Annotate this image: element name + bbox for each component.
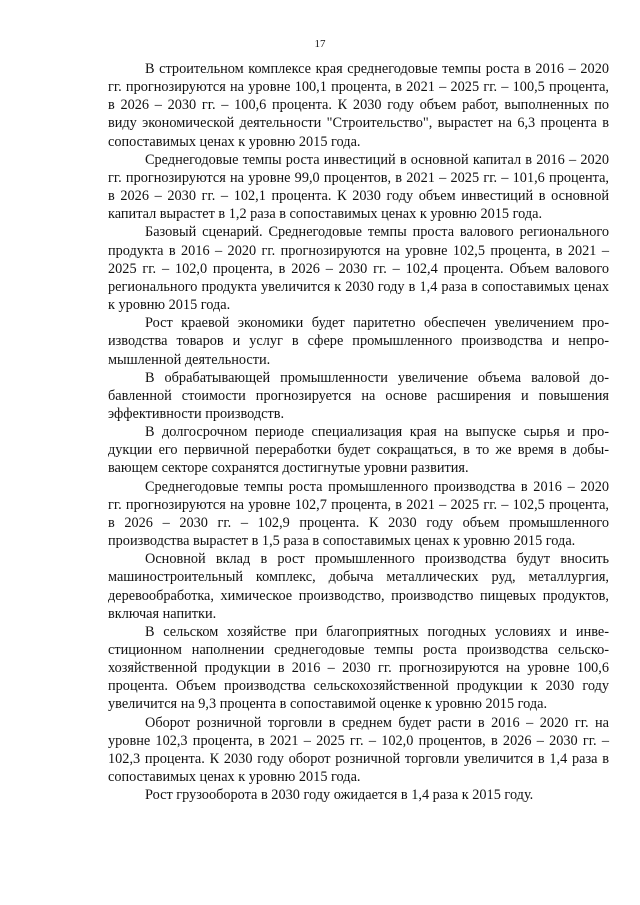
page-number: 17: [314, 38, 326, 50]
paragraph-agriculture: В сельском хозяйстве при благоприятных погодных условиях и инвестиционном наполнении среднегодовые темпы роста производства сельскохозяйственной продукции в 2016 – 2030 гг. прогнозируются на уровне 100,6 процента. Объем производства сельскохозяйственной продукции к 2030 году увеличится на 9,3 процента в сопоставимой оценке к уровню 2015 года.: [108, 623, 609, 713]
paragraph-freight-turnover: Рост грузооборота в 2030 году ожидается в 1,4 раза к 2015 году.: [145, 787, 534, 804]
paragraph-construction: В строительном комплексе края среднегодовые темпы роста в 2016 – 2020 гг. прогнозируются на уровне 100,1 процента, в 2021 – 2025 гг. – 100,5 процента, в 2026 – 2030 гг. – 100,6 процента. К 2030 году объем работ, выполненных по виду экономической деятельности "Строительство", вырастет на 6,3 процента в сопоставимых ценах к уровню 2015 года.: [108, 61, 609, 150]
body-text: [108, 60, 609, 804]
paragraph-retail-trade: Оборот розничной торговли в среднем будет расти в 2016 – 2020 гг. на уровне 102,3 процента, в 2021 – 2025 гг. – 102,0 процентов, в 2026 – 2030 гг. – 102,3 процента. К 2030 году оборот розничной торговли увеличится в 1,4 раза в сопоставимых ценах к уровню 2015 года.: [108, 714, 609, 786]
paragraph-economic-growth: Рост краевой экономики будет паритетно обеспечен увеличением производства товаров и услуг в сфере промышленного производства и непромышленной деятельности.: [108, 315, 609, 368]
paragraph-base-scenario: Базовый сценарий. Среднегодовые темпы проста валового регионального продукта в 2016 – 2020 гг. прогнозируются на уровне 102,5 процента, в 2021 – 2025 гг. – 102,0 процента, в 2026 – 2030 гг. – 102,4 процента. Объем валового регионального продукта увеличится к 2030 году в 1,4 раза в сопоставимых ценах к уровню 2015 года.: [108, 224, 609, 314]
paragraph-investment: Среднегодовые темпы роста инвестиций в основной капитал в 2016 – 2020 гг. прогнозируются на уровне 99,0 процентов, в 2021 – 2025 гг. – 101,6 процента, в 2026 – 2030 гг. – 102,1 процента. К 2030 году объем инвестиций в основной капитал вырастет в 1,2 раза в сопоставимых ценах к уровню 2015 года.: [108, 151, 609, 223]
paragraph-industrial-growth: Среднегодовые темпы роста промышленного производства в 2016 – 2020 гг. прогнозируются на уровне 102,7 процента, в 2021 – 2025 гг. – 102,5 процента, в 2026 – 2030 гг. – 102,9 процента. К 2030 году объем промышленного производства вырастет в 1,5 раза в сопоставимых ценах к уровню 2015 года.: [108, 478, 609, 550]
paragraph-specialization: В долгосрочном периоде специализация края на выпуске сырья и продукции его первичной переработки будет сокращаться, в то же время в добывающем секторе сохранятся достигнутые уровни развития.: [108, 424, 609, 477]
paragraph-manufacturing: В обрабатывающей промышленности увеличение объема валовой добавленной стоимости прогнозируется на основе расширения и повышения эффективности производств.: [108, 369, 609, 422]
paragraph-industrial-contributors: Основной вклад в рост промышленного производства будут вносить машиностроительный комплекс, добыча металлических руд, металлургия, деревообработка, химическое производство, производство пищевых продуктов, включая напитки.: [108, 551, 609, 622]
